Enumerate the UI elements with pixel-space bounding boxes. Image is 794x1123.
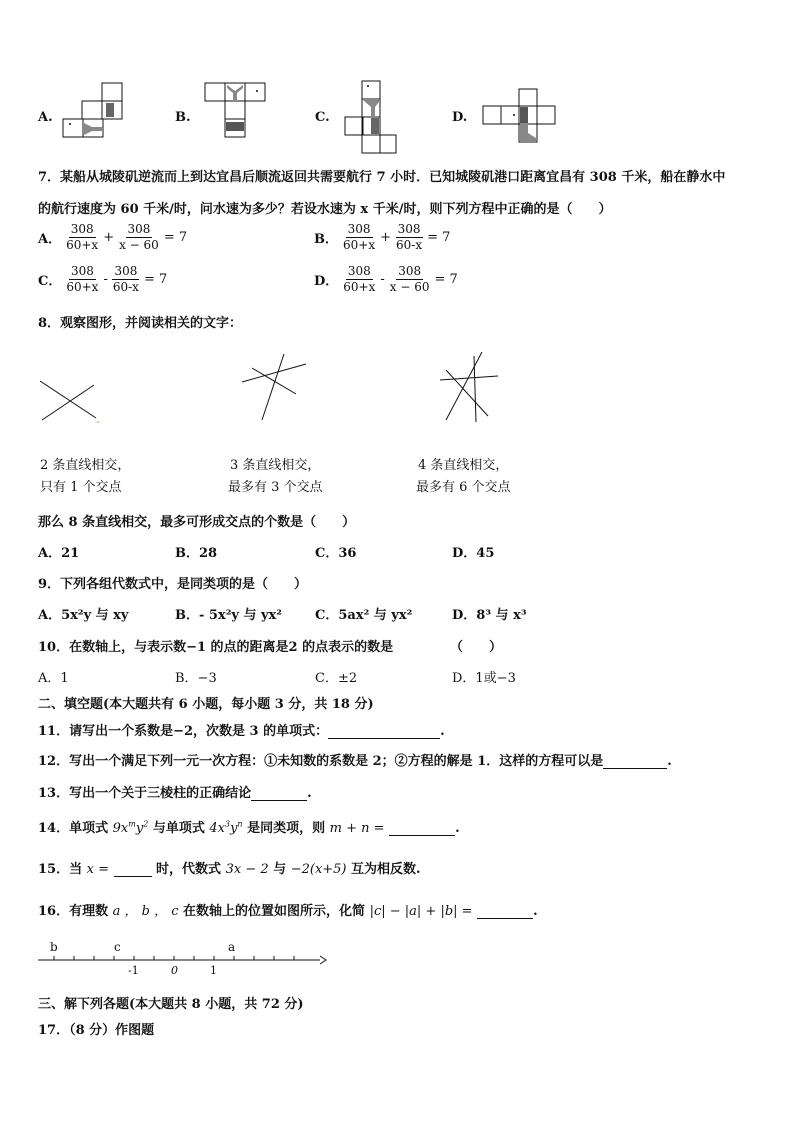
fraction: $\frac{308}{60+x}$ [343,264,376,294]
variables-abc: a ， b ， c [112,904,179,919]
q9-option-c: C．5ax² 与 yx² [315,608,413,623]
q6-net-c-figure [344,80,398,154]
q6-net-d-figure [482,88,556,144]
q7-option-b: B． $\frac{308}{60+x}$ + $\frac{308}{60-x}$ = 7 [314,222,451,252]
q13: 13．写出一个关于三棱柱的正确结论 . [38,786,312,801]
q14: 14．单项式 $9x^my^2$ 与单项式 $4x^3y^n$ 是同类项，则 m + n = . [38,819,460,836]
fraction: $\frac{308}{60+x}$ [66,264,99,294]
q12: 12．写出一个满足下列一元一次方程：①未知数的系数是 2；②方程的解是 1．这样的方程可以是 . [38,754,672,769]
caption-2-lines-l2: 只有 1 个交点 [40,480,122,495]
point-c-label: c [114,940,121,954]
answer-blank[interactable] [251,786,307,801]
q6-net-a-figure [62,82,124,140]
q17: 17．（8 分）作图题 [38,1023,155,1038]
answer-blank[interactable] [477,904,533,919]
q16: 16．有理数 a ， b ， c 在数轴上的位置如图所示，化简 |c| − |a| + |b| = . [38,904,538,919]
q10-paren: （ ） [450,640,503,655]
expression-m-plus-n: m + n = [329,821,385,836]
three-lines-figure [240,350,310,424]
q10-option-c: C．±2 [315,671,358,686]
caption-3-lines-l2: 最多有 3 个交点 [228,480,323,495]
absolute-expression: |c| − |a| + |b| = [369,904,473,919]
q6-option-a: A. [38,110,53,125]
caption-3-lines-l1: 3 条直线相交， [230,458,321,473]
fraction: $\frac{308}{x - 60}$ [119,222,159,252]
q7-option-a: A． $\frac{308}{60+x}$ + $\frac{308}{x - 60}$ = 7 [38,222,188,252]
tick-0: 0 [171,964,178,977]
q6-option-b: B. [175,110,191,125]
q7-option-label: B． [314,232,338,247]
monomial-2: $4x^3y^n$ [209,819,243,836]
q9-option-d: D．8³ 与 x³ [452,608,527,623]
q10-option-a: A．1 [38,671,69,686]
answer-blank[interactable] [114,862,152,877]
q11: 11．请写出一个系数是−2，次数是 3 的单项式： . [38,724,445,739]
variable-x: x = [86,862,109,877]
expression-1: 3x − 2 [225,862,269,877]
q7-option-label: D． [314,274,339,289]
two-lines-figure [38,378,104,426]
caption-4-lines-l2: 最多有 6 个交点 [416,480,511,495]
fraction: $\frac{308}{x - 60}$ [389,264,430,294]
q8-question: 那么 8 条直线相交，最多可形成交点的个数是（ ） [38,515,356,530]
q8-option-b: B．28 [175,546,218,561]
section3-heading: 三、解下列各题(本大题共 8 小题，共 72 分) [38,997,304,1012]
q6-option-c: C. [315,110,330,125]
q9-option-a: A．5x²y 与 xy [38,608,129,623]
q8-option-d: D．45 [452,546,495,561]
q6-option-d: D. [452,110,468,125]
four-lines-figure [436,350,502,424]
number-line-figure [36,938,328,980]
point-b-label: b [50,940,58,954]
q9-question: 9．下列各组代数式中，是同类项的是（ ） [38,577,308,592]
answer-blank[interactable] [328,724,440,739]
caption-2-lines-l1: 2 条直线相交， [40,458,131,473]
q9-option-b: B．- 5x²y 与 yx² [175,608,283,623]
answer-blank[interactable] [603,754,667,769]
q7-option-c: C． $\frac{308}{60+x}$ - $\frac{308}{60-x}$ = 7 [38,264,168,294]
point-a-label: a [228,940,236,954]
fraction: $\frac{308}{60-x}$ [396,222,423,252]
tick-1: 1 [210,964,217,977]
fraction: $\frac{308}{60+x}$ [66,222,99,252]
q7-line2: 的航行速度为 60 千米/时，问水速为多少？若设水速为 x 千米/时，则下列方程中正确的是（ ） [38,202,612,217]
section2-heading: 二、填空题(本大题共有 6 小题，每小题 3 分，共 18 分) [38,697,374,712]
q15: 15．当 x = 时，代数式 3x − 2 与 −2(x+5) 互为相反数. [38,862,421,877]
monomial-1: $9x^my^2$ [112,819,149,836]
q8-option-a: A．21 [38,546,80,561]
q7-option-d: D． $\frac{308}{60+x}$ - $\frac{308}{x - 60}$ = 7 [314,264,458,294]
answer-blank[interactable] [389,821,455,836]
fraction: $\frac{308}{60+x}$ [343,222,376,252]
q8-title: 8．观察图形，并阅读相关的文字： [38,316,243,331]
q8-option-c: C．36 [315,546,357,561]
fraction: $\frac{308}{60-x}$ [112,264,139,294]
q6-net-b-figure [204,82,266,140]
q7-option-label: A． [38,232,62,247]
q10-option-d: D．1或−3 [452,671,516,686]
q7-option-label: C． [38,274,62,289]
expression-2: −2(x+5) [290,862,347,877]
tick-minus-1: -1 [128,964,139,977]
q10-option-b: B．−3 [175,671,217,686]
q7-line1: 7．某船从城陵矶逆流而上到达宜昌后顺流返回共需要航行 7 小时．已知城陵矶港口距离宜昌有 308 千米，船在静水中 [38,170,726,185]
q10-question: 10．在数轴上，与表示数−1 的点的距离是2 的点表示的数是 [38,640,394,655]
caption-4-lines-l1: 4 条直线相交， [418,458,509,473]
